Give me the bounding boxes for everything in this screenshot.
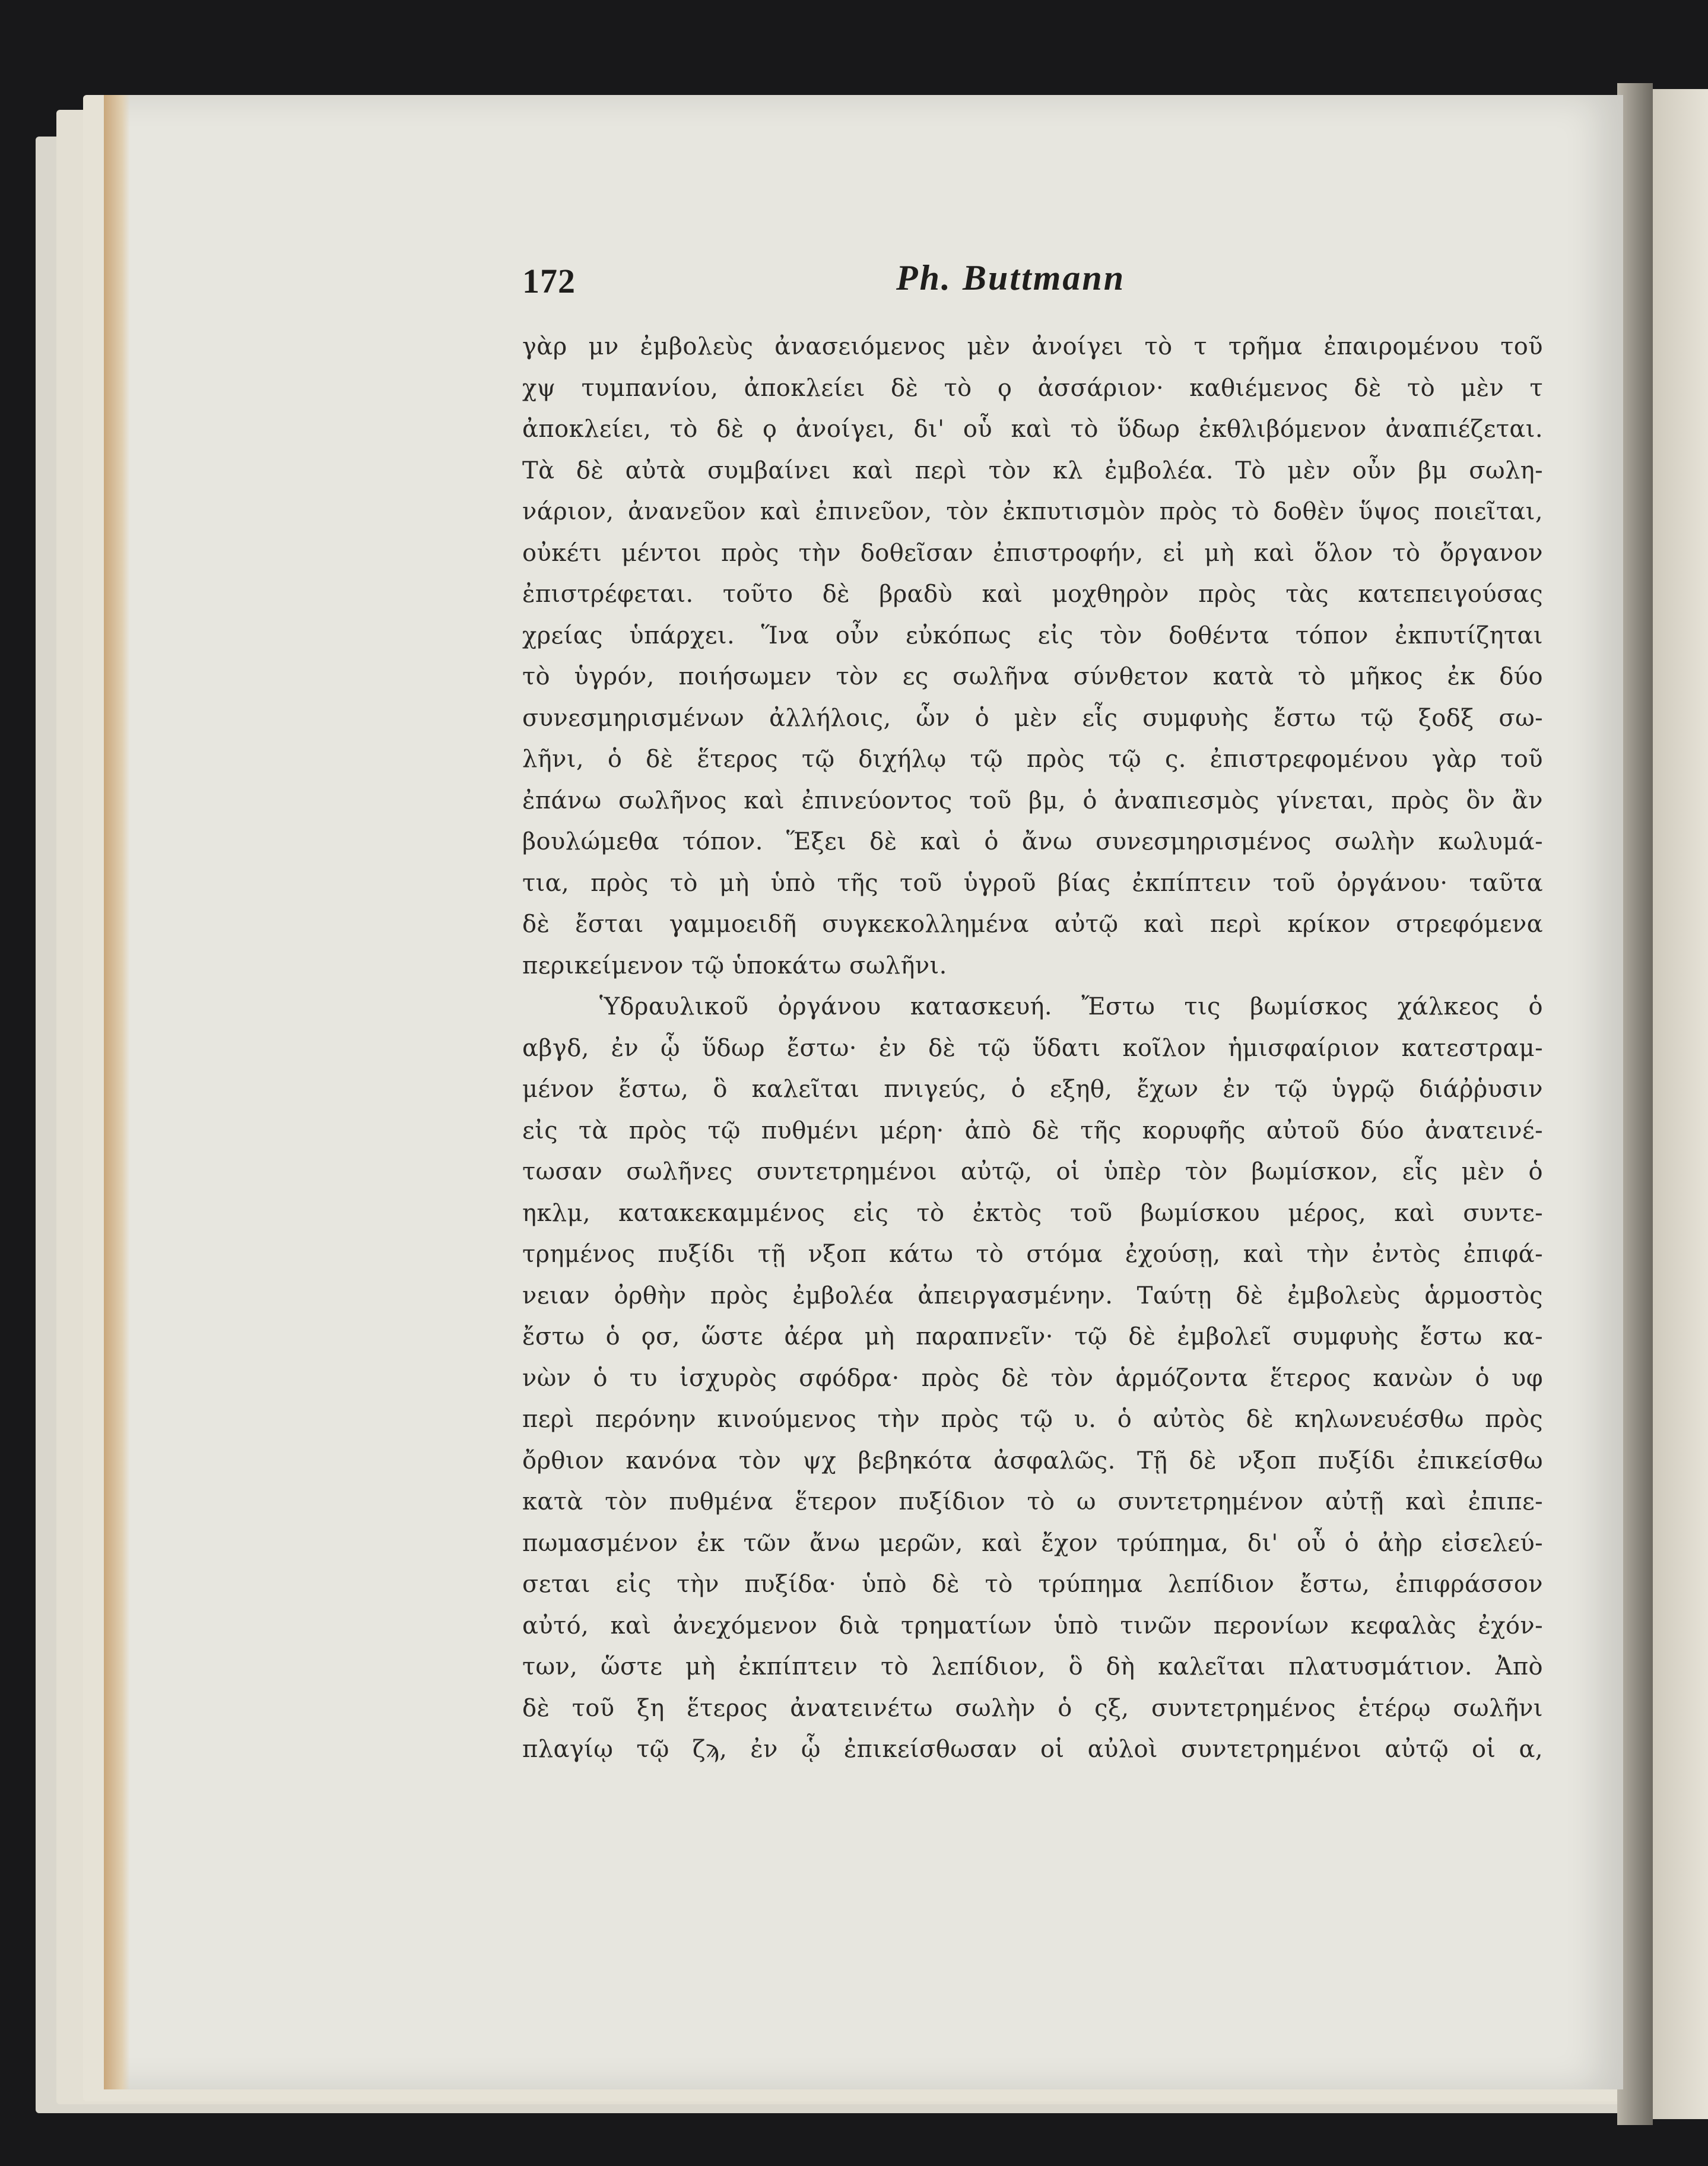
text-line: Τὰ δὲ αὐτὰ συμβαίνει καὶ περὶ τὸν κλ ἐμβολέα. Τὸ μὲν οὖν βμ σωλη- <box>522 456 1543 484</box>
text-line: βουλώμεθα τόπον. Ἕξει δὲ καὶ ὁ ἄνω συνεσμηρισμένος σωλὴν κωλυμά- <box>522 828 1543 855</box>
text-line: ἀποκλείει, τὸ δὲ ϙ ἀνοίγει, δι' οὗ καὶ τὸ ὕδωρ ἐκθλιβόμενον ἀναπιέζεται. <box>522 416 1543 443</box>
text-line: αβγδ, ἐν ᾧ ὕδωρ ἔστω· ἐν δὲ τῷ ὕδατι κοῖλον ἡμισφαίριον κατεστραμ- <box>522 1034 1543 1062</box>
text-line: τια, πρὸς τὸ μὴ ὑπὸ τῆς τοῦ ὑγροῦ βίας ἐκπίπτειν τοῦ ὀργάνου· ταῦτα <box>522 869 1543 897</box>
text-line: πωμασμένον ἐκ τῶν ἄνω μερῶν, καὶ ἔχον τρύπημα, δι' οὗ ὁ ἀὴρ εἰσελεύ- <box>522 1529 1543 1557</box>
text-line: ἐπάνω σωλῆνος καὶ ἐπινεύοντος τοῦ βμ, ὁ ἀναπιεσμὸς γίνεται, πρὸς ὃν ἂν <box>522 787 1543 814</box>
text-line: νάριον, ἀνανεῦον καὶ ἐπινεῦον, τὸν ἐκπυτισμὸν πρὸς τὸ δοθὲν ὕψος ποιεῖται, <box>522 498 1543 525</box>
text-line: σεται εἰς τὴν πυξίδα· ὑπὸ δὲ τὸ τρύπημα λεπίδιον ἔστω, ἐπιφράσσον <box>522 1571 1543 1598</box>
text-line: μένον ἔστω, ὃ καλεῖται πνιγεύς, ὁ εξηθ, ἔχων ἐν τῷ ὑγρῷ διάῤῥυσιν <box>522 1076 1543 1103</box>
text-line: δὲ ἔσται γαμμοειδῆ συγκεκολλημένα αὐτῷ καὶ περὶ κρίκον στρεφόμενα <box>522 911 1543 938</box>
running-head <box>522 258 1555 315</box>
text-line: κατὰ τὸν πυθμένα ἕτερον πυξίδιον τὸ ω συντετρημένον αὐτῇ καὶ ἐπιπε- <box>522 1488 1543 1515</box>
text-line: ἐπιστρέφεται. τοῦτο δὲ βραδὺ καὶ μοχθηρὸν πρὸς τὰς κατεπειγούσας <box>522 581 1543 608</box>
text-line: των, ὥστε μὴ ἐκπίπτειν τὸ λεπίδιον, ὃ δὴ καλεῖται πλατυσμάτιον. Ἀπὸ <box>522 1653 1543 1680</box>
text-line: περὶ περόνην κινούμενος τὴν πρὸς τῷ υ. ὁ αὐτὸς δὲ κηλωνευέσθω πρὸς <box>522 1406 1543 1433</box>
text-line: τὸ ὑγρόν, ποιήσωμεν τὸν ες σωλῆνα σύνθετον κατὰ τὸ μῆκος ἐκ δύο <box>522 663 1543 690</box>
text-line: νειαν ὀρθὴν πρὸς ἐμβολέα ἀπειργασμένην. Ταύτῃ δὲ ἐμβολεὺς ἁρμοστὸς <box>522 1282 1543 1309</box>
text-line: συνεσμηρισμένων ἀλλήλοις, ὧν ὁ μὲν εἷς συμφυὴς ἔστω τῷ ξοδξ σω- <box>522 704 1543 732</box>
text-line: γὰρ μν ἐμβολεὺς ἀνασειόμενος μὲν ἀνοίγει τὸ τ τρῆμα ἐπαιρομένου τοῦ <box>522 333 1543 360</box>
text-line: οὐκέτι μέντοι πρὸς τὴν δοθεῖσαν ἐπιστροφήν, εἰ μὴ καὶ ὅλον τὸ ὄργανον <box>522 539 1543 567</box>
text-line: δὲ τοῦ ξη ἕτερος ἀνατεινέτω σωλὴν ὁ ςξ, συντετρημένος ἑτέρῳ σωλῆνι <box>522 1694 1543 1722</box>
text-line: ὄρθιον κανόνα τὸν ψχ βεβηκότα ἀσφαλῶς. Τῇ δὲ νξοπ πυξίδι ἐπικείσθω <box>522 1447 1543 1474</box>
text-line: Ὑδραυλικοῦ ὀργάνου κατασκευή. Ἔστω τις βωμίσκος χάλκεος ὁ <box>599 993 1543 1020</box>
running-title: Ph. Buttmann <box>896 258 1126 297</box>
text-line: τωσαν σωλῆνες συντετρημένοι αὐτῷ, οἱ ὑπὲρ τὸν βωμίσκον, εἷς μὲν ὁ <box>522 1158 1543 1185</box>
text-line: ἔστω ὁ ϙσ, ὥστε ἀέρα μὴ παραπνεῖν· τῷ δὲ ἐμβολεῖ συμφυὴς ἔστω κα- <box>522 1323 1543 1350</box>
text-line: περικείμενον τῷ ὑποκάτω σωλῆνι. <box>522 952 947 979</box>
text-line: τρημένος πυξίδι τῇ νξοπ κάτω τὸ στόμα ἐχούσῃ, καὶ τὴν ἐντὸς ἐπιφά- <box>522 1241 1543 1268</box>
body-text <box>522 326 1543 1771</box>
page-number: 172 <box>522 262 576 300</box>
text-line: ηκλμ, κατακεκαμμένος εἰς τὸ ἐκτὸς τοῦ βωμίσκου μέρος, καὶ συντε- <box>522 1199 1543 1227</box>
text-line: χρείας ὑπάρχει. Ἵνα οὖν εὐκόπως εἰς τὸν δοθέντα τόπον ἐκπυτίζηται <box>522 621 1543 649</box>
text-line: αὐτό, καὶ ἀνεχόμενον διὰ τρηματίων ὑπὸ τινῶν περονίων κεφαλὰς ἐχόν- <box>522 1612 1543 1639</box>
text-line: πλαγίῳ τῷ ζϡ, ἐν ᾧ ἐπικείσθωσαν οἱ αὐλοὶ συντετρημένοι αὐτῷ οἱ α, <box>522 1736 1543 1763</box>
facing-page-edge <box>1653 89 1708 2119</box>
text-line: νὼν ὁ τυ ἰσχυρὸς σφόδρα· πρὸς δὲ τὸν ἁρμόζοντα ἕτερος κανὼν ὁ υφ <box>522 1364 1543 1392</box>
text-line: λῆνι, ὁ δὲ ἕτερος τῷ διχήλῳ τῷ πρὸς τῷ ς. ἐπιστρεφομένου γὰρ τοῦ <box>522 746 1543 773</box>
text-line: εἰς τὰ πρὸς τῷ πυθμένι μέρη· ἀπὸ δὲ τῆς κορυφῆς αὐτοῦ δύο ἀνατεινέ- <box>522 1117 1543 1144</box>
text-line: χψ τυμπανίου, ἀποκλείει δὲ τὸ ϙ ἀσσάριον· καθιέμενος δὲ τὸ μὲν τ <box>522 374 1543 402</box>
